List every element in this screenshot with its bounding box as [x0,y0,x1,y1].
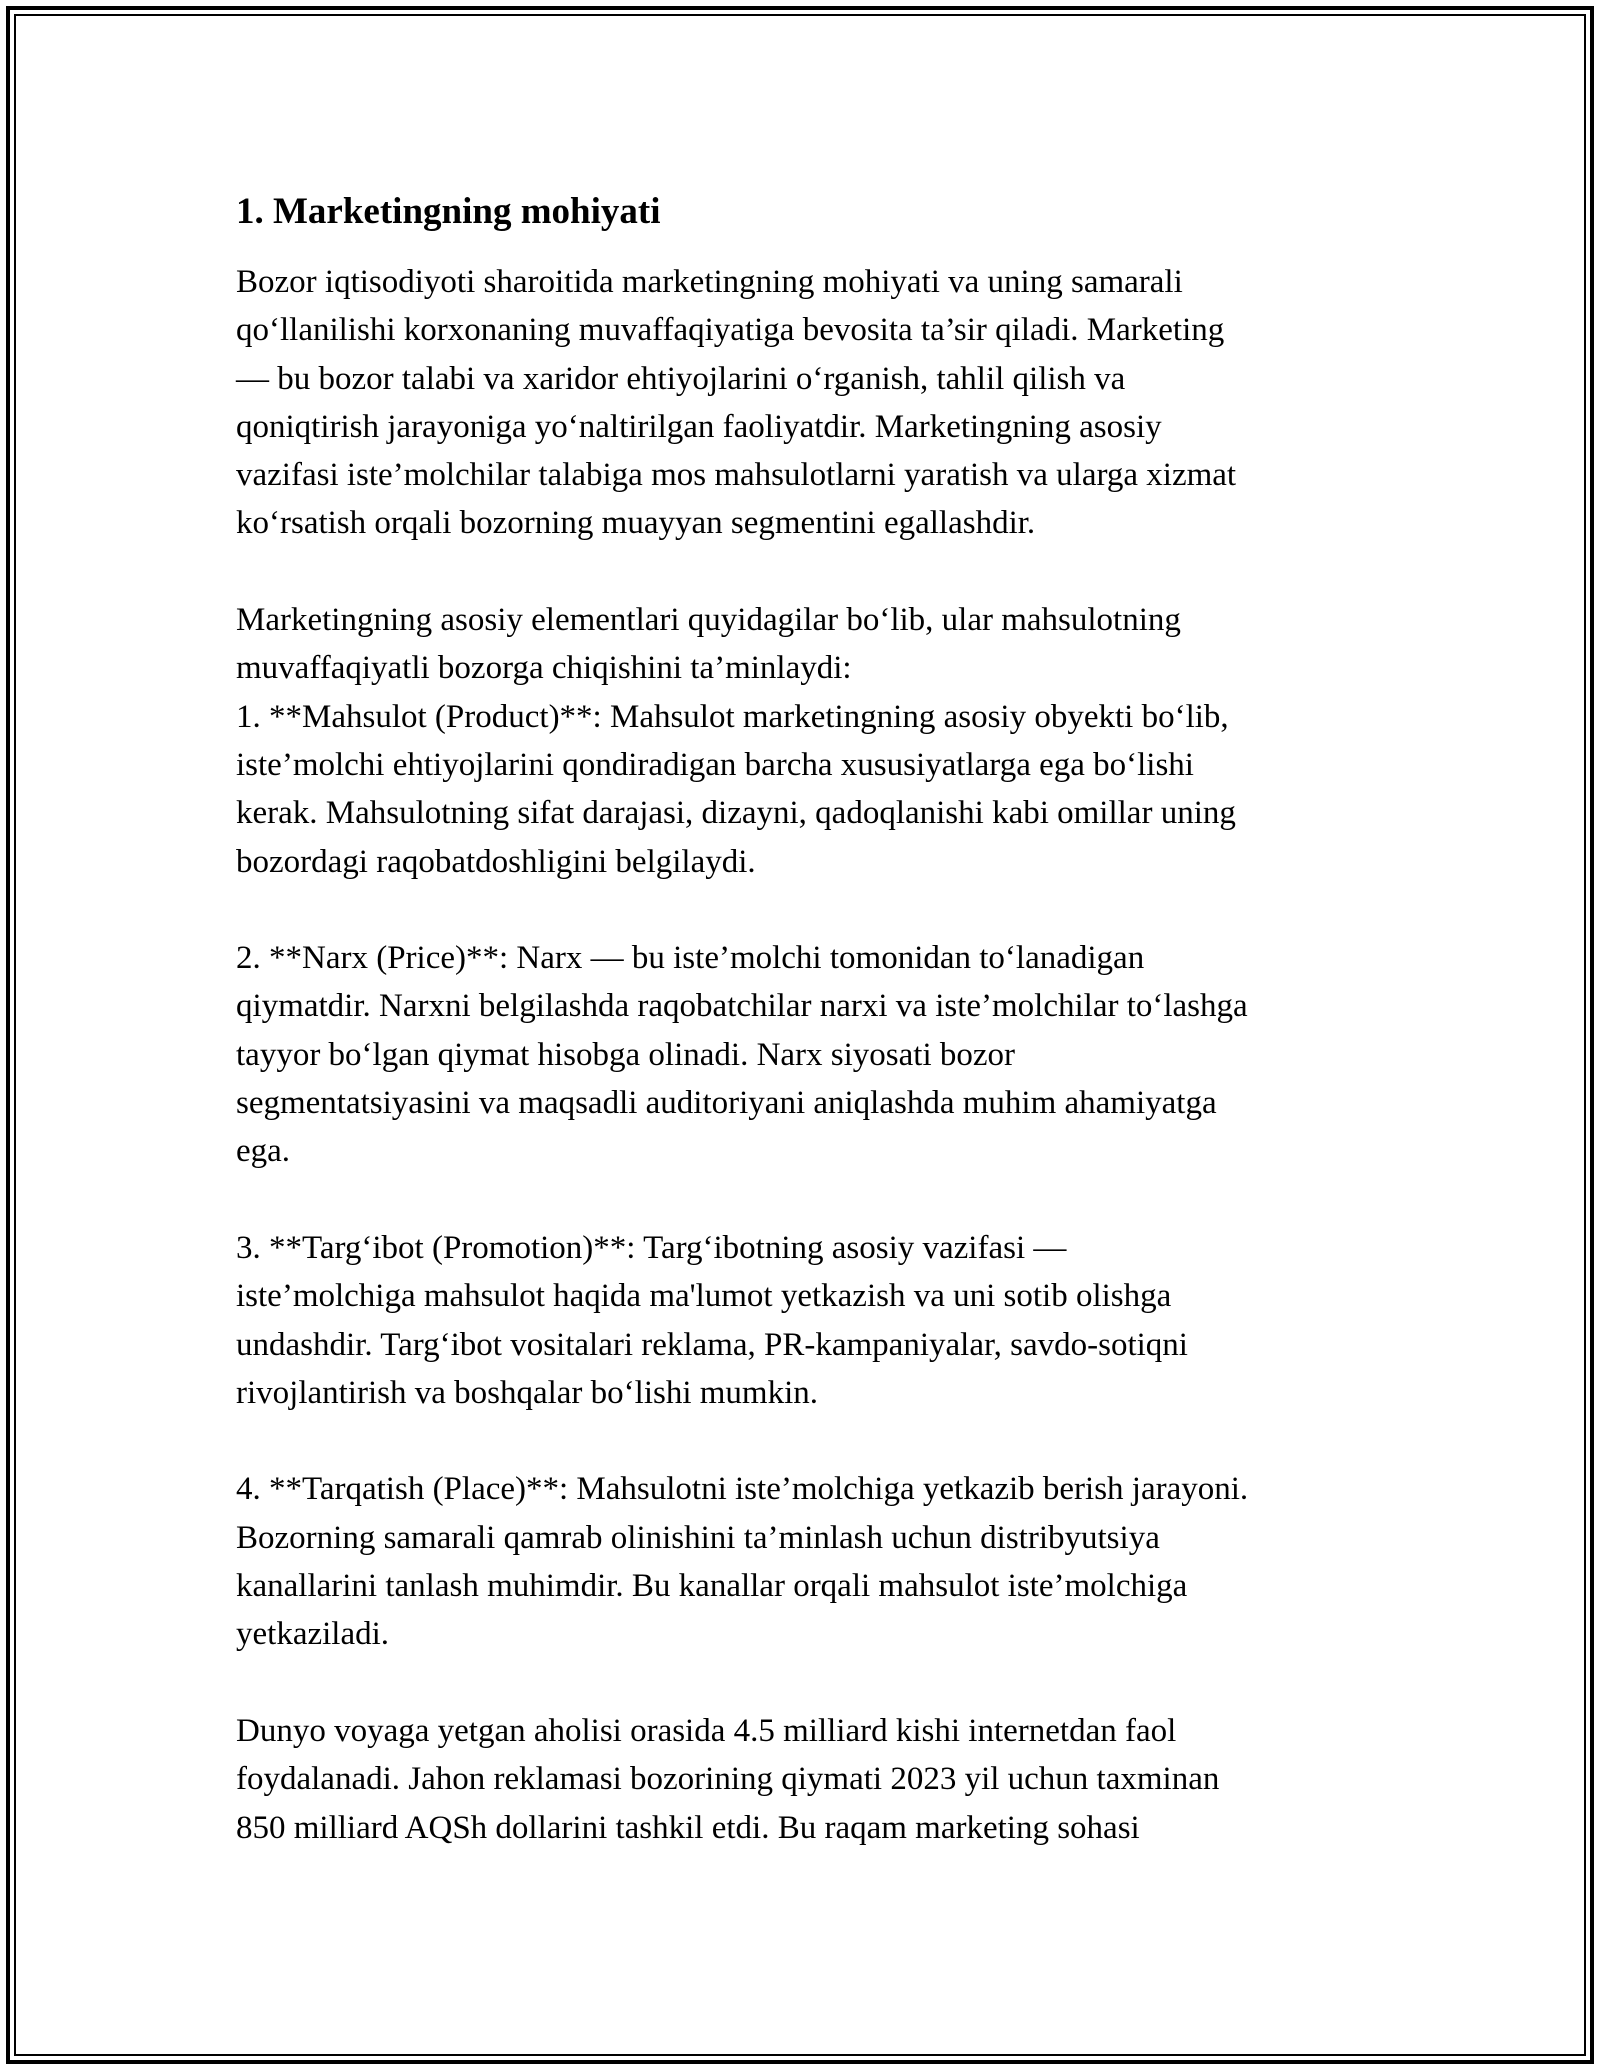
paragraph-intro: Bozor iqtisodiyoti sharoitida marketingning mohiyati va uning samarali qo‘llanilishi korxonaning muvaffaqiyatiga bevosita ta’sir qiladi. Marketing — bu bozor talabi va xaridor ehtiyojlarini o‘rganish, tahlil qilish va qoniqtirish jarayoniga yo‘naltirilgan faoliyatdir. Marketingning asosiy vazifasi iste’molchilar talabiga mos mahsulotlarni yaratish va ularga xizmat ko‘rsatish orqali bozorning muayyan segmentini egallashdir. [236,264,1237,542]
paragraph-promotion: 3. **Targ‘ibot (Promotion)**: Targ‘ibotning asosiy vazifasi — iste’molchiga mahsulot haqida ma'lumot yetkazish va uni sotib olishga undashdir. Targ‘ibot vositalari reklama, PR-kampaniyalar, savdo-sotiqni rivojlantirish va boshqalar bo‘lishi mumkin. [236,1229,1188,1411]
paragraph-place: 4. **Tarqatish (Place)**: Mahsulotni iste’molchiga yetkazib berish jarayoni. Bozorning samarali qamrab olinishini ta’minlash uchun distribyutsiya kanallarini tanlash muhimdir. Bu kanallar orqali mahsulot iste’molchiga yetkaziladi. [236,1471,1249,1653]
paragraph-price: 2. **Narx (Price)**: Narx — bu iste’molchi tomonidan to‘lanadigan qiymatdir. Narxni belgilashda raqobatchilar narxi va iste’molchilar to‘lashga tayyor bo‘lgan qiymat hisobga olinadi. Narx siyosati bozor segmentatsiyasini va maqsadli auditoriyani aniqlashda muhim ahamiyatga ega. [236,940,1248,1170]
paragraph-elements-product: Marketingning asosiy elementlari quyidagilar bo‘lib, ular mahsulotning muvaffaqiyatli bozorga chiqishini ta’minlaydi: 1. **Mahsulot (Product)**: Mahsulot marketingning asosiy obyekti bo‘lib, iste’molchi ehtiyojlarini qondiradigan barcha xususiyatlarga ega bo‘lishi kerak. Mahsulotning sifat darajasi, dizayni, qadoqlanishi kabi omillar uning bozordagi raqobatdoshligini belgilaydi. [236,602,1236,880]
paragraph-statistics: Dunyo voyaga yetgan aholisi orasida 4.5 milliard kishi internetdan faol foydalanadi. Jahon reklamasi bozorining qiymati 2023 yil uchun taxminan 850 milliard AQSh dollarini tashkil etdi. Bu raqam marketing sohasi [236,1712,1220,1846]
document-body [236,186,1376,1900]
section-heading: 1. Marketingning mohiyati [236,191,661,232]
